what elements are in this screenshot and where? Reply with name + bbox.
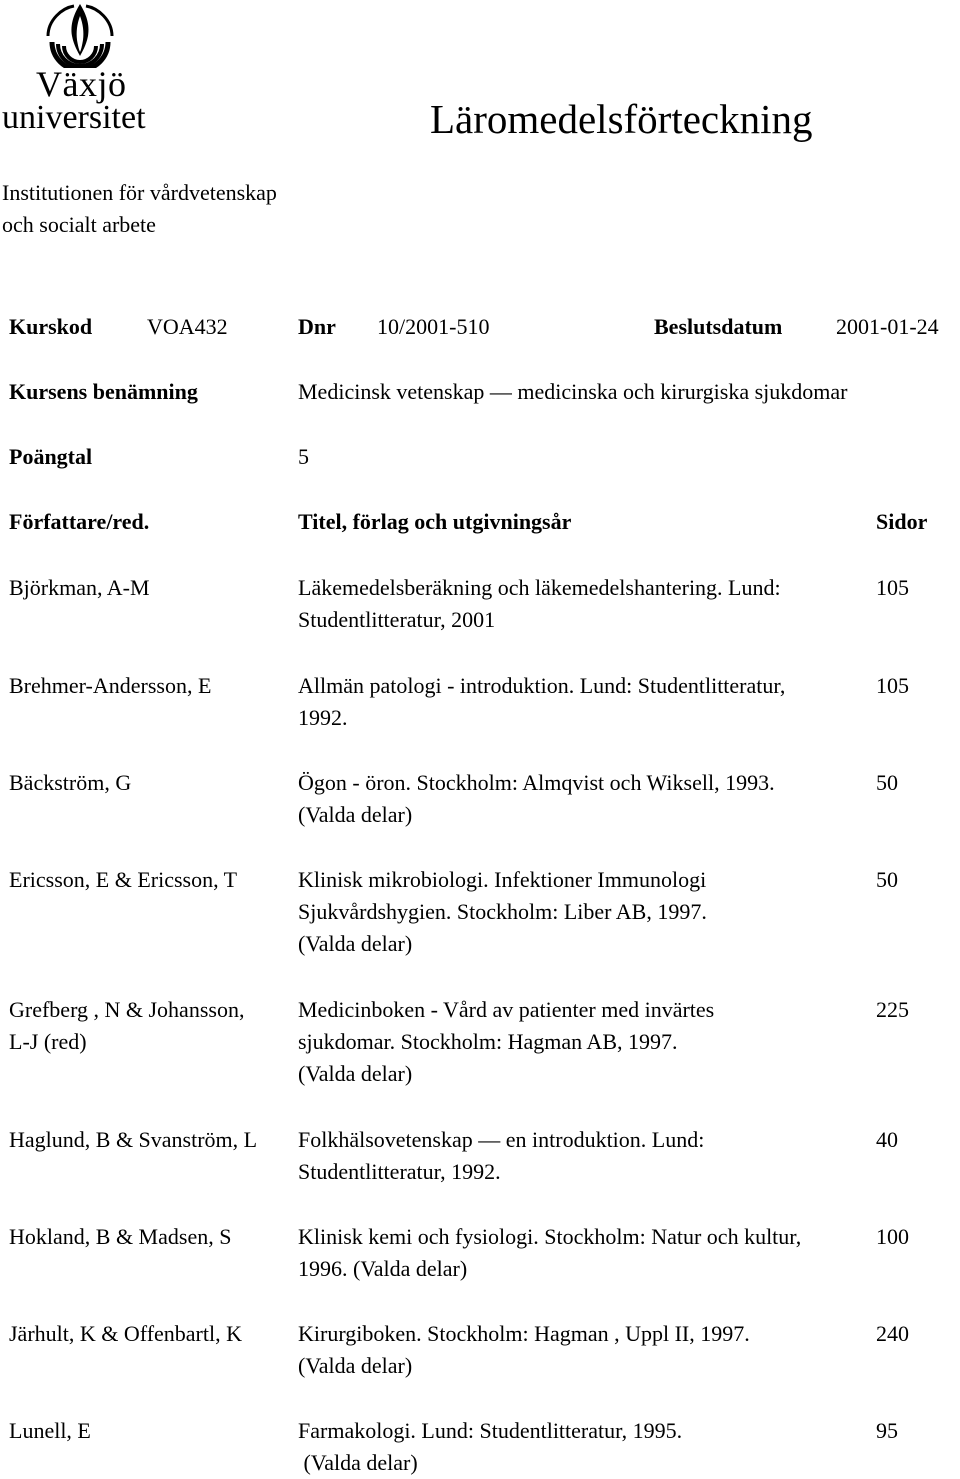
title-line: Allmän patologi - introduktion. Lund: Studentlitteratur, xyxy=(298,673,786,698)
kurskod-value: VOA432 xyxy=(147,314,228,339)
table-row-title xyxy=(298,1318,858,1382)
title-line: Läkemedelsberäkning och läkemedelshantering. Lund: xyxy=(298,575,781,600)
author-line: Brehmer-Andersson, E xyxy=(9,673,212,698)
author-line: Hokland, B & Madsen, S xyxy=(9,1224,232,1249)
institution-line-2: och socialt arbete xyxy=(2,212,156,237)
table-row-author xyxy=(9,767,289,799)
title-line: Folkhälsovetenskap — en introduktion. Lund: xyxy=(298,1127,705,1152)
author-line: Bäckström, G xyxy=(9,770,132,795)
dnr-label: Dnr xyxy=(298,314,336,339)
header-pages: Sidor xyxy=(876,509,928,534)
title-line: 1996. (Valda delar) xyxy=(298,1256,468,1281)
table-row-pages: 100 xyxy=(876,1224,909,1249)
title-line: Ögon - öron. Stockholm: Almqvist och Wiksell, 1993. xyxy=(298,770,775,795)
table-row-title xyxy=(298,572,858,636)
table-row-author xyxy=(9,1415,289,1447)
author-line: Järhult, K & Offenbartl, K xyxy=(9,1321,242,1346)
title-line: (Valda delar) xyxy=(298,1450,418,1475)
table-row-author xyxy=(9,1221,289,1253)
title-line: (Valda delar) xyxy=(298,1353,413,1378)
table-row-pages: 95 xyxy=(876,1418,898,1443)
university-emblem-icon xyxy=(44,2,116,68)
institution-line-1: Institutionen för vårdvetenskap xyxy=(2,180,277,205)
page-title: Läromedelsförteckning xyxy=(430,96,813,142)
beslutsdatum-label: Beslutsdatum xyxy=(654,314,783,339)
title-line: Studentlitteratur, 2001 xyxy=(298,607,496,632)
table-row-title xyxy=(298,1221,858,1285)
table-row-pages: 105 xyxy=(876,575,909,600)
table-row-author xyxy=(9,670,289,702)
table-row-pages: 50 xyxy=(876,770,898,795)
table-row-author xyxy=(9,1124,289,1156)
title-line: Farmakologi. Lund: Studentlitteratur, 1995. xyxy=(298,1418,683,1443)
logo-text-universitet: universitet xyxy=(2,99,146,136)
title-line: 1992. xyxy=(298,705,348,730)
title-line: (Valda delar) xyxy=(298,1061,413,1086)
table-row-author xyxy=(9,572,289,604)
kurskod-label: Kurskod xyxy=(9,314,93,339)
author-line: Grefberg , N & Johansson, xyxy=(9,997,245,1022)
title-line: Kirurgiboken. Stockholm: Hagman , Uppl II, 1997. xyxy=(298,1321,750,1346)
benamning-value: Medicinsk vetenskap — medicinska och kirurgiska sjukdomar xyxy=(298,379,848,404)
title-line: (Valda delar) xyxy=(298,802,413,827)
table-row-pages: 40 xyxy=(876,1127,898,1152)
title-line: (Valda delar) xyxy=(298,931,413,956)
poangtal-label: Poängtal xyxy=(9,444,93,469)
author-line: Lunell, E xyxy=(9,1418,91,1443)
logo-text-vaxjo: Växjö xyxy=(36,64,127,104)
university-logo xyxy=(0,0,170,140)
table-row-author xyxy=(9,864,289,896)
author-line: Haglund, B & Svanström, L xyxy=(9,1127,258,1152)
table-row-title xyxy=(298,1124,858,1188)
header-title: Titel, förlag och utgivningsår xyxy=(298,509,572,534)
benamning-label: Kursens benämning xyxy=(9,379,198,404)
table-row-title xyxy=(298,670,858,734)
author-line: Björkman, A-M xyxy=(9,575,150,600)
table-row-title xyxy=(298,767,858,831)
table-row-pages: 105 xyxy=(876,673,909,698)
beslutsdatum-value: 2001-01-24 xyxy=(836,314,939,339)
table-row-pages: 225 xyxy=(876,997,909,1022)
table-row-author xyxy=(9,1318,289,1350)
title-line: sjukdomar. Stockholm: Hagman AB, 1997. xyxy=(298,1029,678,1054)
header-author: Författare/red. xyxy=(9,509,150,534)
author-line: L-J (red) xyxy=(9,1029,87,1054)
title-line: Klinisk kemi och fysiologi. Stockholm: Natur och kultur, xyxy=(298,1224,802,1249)
dnr-value: 10/2001-510 xyxy=(377,314,490,339)
author-line: Ericsson, E & Ericsson, T xyxy=(9,867,238,892)
title-line: Medicinboken - Vård av patienter med invärtes xyxy=(298,997,715,1022)
table-row-pages: 50 xyxy=(876,867,898,892)
poangtal-value: 5 xyxy=(298,444,309,469)
table-row-pages: 240 xyxy=(876,1321,909,1346)
table-row-author xyxy=(9,994,289,1058)
title-line: Sjukvårdshygien. Stockholm: Liber AB, 1997. xyxy=(298,899,707,924)
table-row-title xyxy=(298,1415,858,1479)
table-row-title xyxy=(298,994,858,1090)
title-line: Klinisk mikrobiologi. Infektioner Immunologi xyxy=(298,867,707,892)
title-line: Studentlitteratur, 1992. xyxy=(298,1159,501,1184)
table-row-title xyxy=(298,864,858,960)
